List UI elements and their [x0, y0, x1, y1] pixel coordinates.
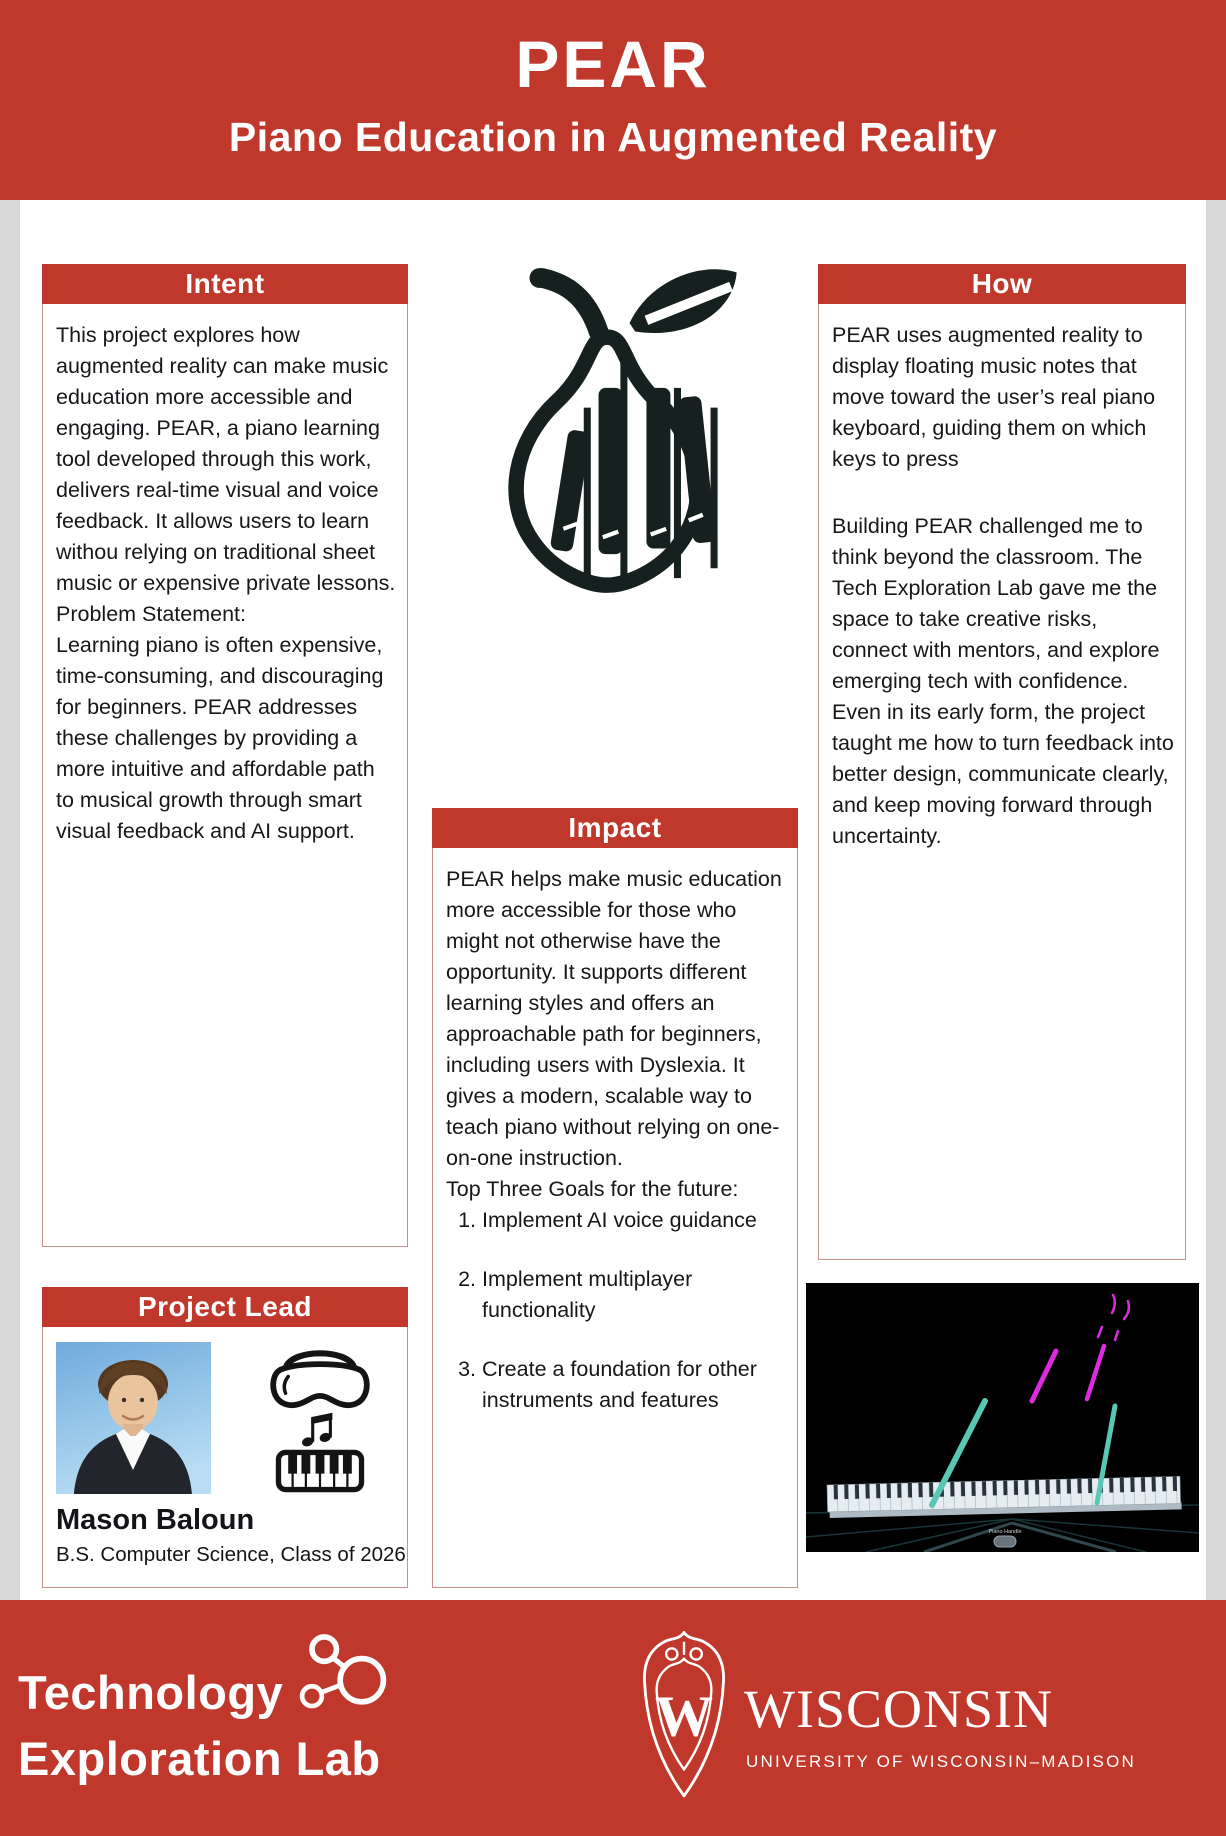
lab-name-line1: Technology	[18, 1666, 284, 1719]
intent-paragraph-2: Learning piano is often expensive, time-consuming, and discouraging for beginners. PEAR addresses these challenges by providing a more intuitive and affordable path to musical growth through smart visual feedback and AI support.	[56, 633, 384, 843]
project-lead-degree: B.S. Computer Science, Class of 2026	[56, 1543, 406, 1566]
ar-tiny-label: Piano Handle	[988, 1529, 1022, 1535]
goal-item: 2. Implement multiplayer functionality	[482, 1264, 786, 1326]
problem-statement-label: Problem Statement:	[56, 602, 247, 626]
goals-list	[446, 1205, 786, 1416]
impact-section-title: Impact	[432, 808, 798, 848]
goal-item: 1. Implement AI voice guidance	[482, 1205, 786, 1236]
intent-section	[42, 264, 408, 1247]
goals-label: Top Three Goals for the future:	[446, 1177, 739, 1201]
pear-piano-logo-icon	[452, 246, 762, 620]
lab-name-line2: Exploration Lab	[18, 1732, 381, 1785]
how-section-title: How	[818, 264, 1186, 304]
crest-letter: W	[654, 1683, 714, 1749]
project-lead-name: Mason Baloun	[56, 1504, 255, 1536]
wisconsin-wordmark: WISCONSIN	[744, 1679, 1054, 1739]
left-gutter	[0, 200, 20, 1600]
how-paragraph-2: Building PEAR challenged me to think beyond the classroom. The Tech Exploration Lab gave me the space to take creative risks, connect with mentors, and explore emerging tech with confidence. Even in its early form, the project taught me how to turn feedback into better design, communicate clearly, and keep moving forward through uncertainty.	[832, 514, 1174, 848]
project-lead-photo	[56, 1342, 211, 1494]
impact-paragraph-1: PEAR helps make music education more accessible for those who might not otherwise have the opportunity. It supports different learning styles and offers an approachable path for beginners, including users with Dyslexia. It gives a modern, scalable way to teach piano without relying on one-on-one instruction.	[446, 867, 782, 1170]
poster-header	[0, 0, 1226, 200]
impact-section	[432, 808, 798, 1588]
right-gutter	[1206, 200, 1226, 1600]
molecule-icon	[296, 1628, 390, 1722]
page-subtitle: Piano Education in Augmented Reality	[228, 114, 998, 160]
page-title: PEAR	[515, 27, 711, 101]
goal-item: 3. Create a foundation for other instruments and features	[482, 1354, 786, 1416]
intent-section-title: Intent	[42, 264, 408, 304]
poster-footer	[0, 1600, 1226, 1836]
ar-piano-screenshot	[806, 1283, 1199, 1552]
project-lead-section	[42, 1287, 408, 1588]
wisconsin-wordmark-subline: UNIVERSITY OF WISCONSIN–MADISON	[746, 1752, 1136, 1771]
project-lead-section-title: Project Lead	[42, 1287, 408, 1327]
how-paragraph-1: PEAR uses augmented reality to display floating music notes that move toward the user’s real piano keyboard, guiding them on which keys to press	[832, 323, 1156, 471]
how-section	[818, 264, 1186, 1260]
wisconsin-crest-icon	[637, 1622, 731, 1810]
intent-paragraph-1: This project explores how augmented reality can make music education more accessible and engaging. PEAR, a piano learning tool developed through this work, delivers real-time visual and voice feedback. It allows users to learn withou relying on traditional sheet music or expensive private lessons.	[56, 323, 396, 595]
vr-headset-piano-icon	[267, 1338, 373, 1498]
